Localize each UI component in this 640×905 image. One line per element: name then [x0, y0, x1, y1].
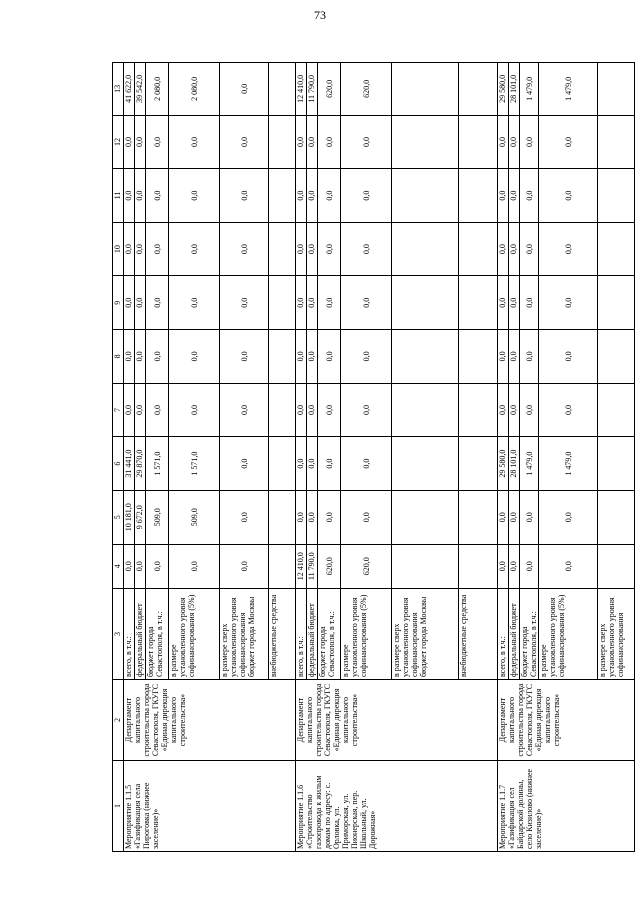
amount-cell: [598, 115, 635, 169]
amount-cell: 0,0: [169, 222, 220, 276]
activity-name-cell: Мероприятие 1.1.7 «Газификация сел Байдарской долины, село Кизилово (нижнее заселение)»: [498, 760, 635, 851]
amount-cell: 0,0: [341, 276, 392, 330]
amount-cell: 509,0: [169, 490, 220, 544]
funding-source-cell: всего, в т.ч.:: [296, 589, 307, 680]
funding-source-cell: всего, в т.ч.:: [124, 589, 135, 680]
amount-cell: 1 479,0: [539, 437, 598, 491]
amount-cell: 0,0: [124, 276, 135, 330]
amount-cell: 0,0: [520, 169, 539, 223]
amount-cell: 12 410,0: [296, 63, 307, 116]
amount-cell: [269, 115, 296, 169]
table-row: [498, 63, 509, 852]
amount-cell: 0,0: [318, 222, 341, 276]
amount-cell: 0,0: [307, 115, 318, 169]
amount-cell: [598, 330, 635, 384]
amount-cell: 0,0: [539, 169, 598, 223]
amount-cell: 0,0: [220, 437, 269, 491]
amount-cell: 0,0: [498, 276, 509, 330]
amount-cell: 0,0: [539, 276, 598, 330]
amount-cell: [459, 437, 498, 491]
amount-cell: 0,0: [124, 115, 135, 169]
header-cell: 9: [113, 276, 124, 330]
amount-cell: 0,0: [307, 383, 318, 437]
amount-cell: [459, 490, 498, 544]
amount-cell: [392, 222, 459, 276]
amount-cell: [269, 276, 296, 330]
header-cell: 6: [113, 437, 124, 491]
amount-cell: [598, 437, 635, 491]
amount-cell: 0,0: [341, 490, 392, 544]
funding-source-cell: бюджет города Севастополя, в т.ч.:: [520, 589, 539, 680]
amount-cell: 0,0: [341, 169, 392, 223]
executor-cell: Департамент капитального строительства города Севастополя, ГКУГС «Единая дирекция капитального строительства»: [498, 680, 635, 761]
amount-cell: [392, 437, 459, 491]
amount-cell: [392, 330, 459, 384]
amount-cell: 1 479,0: [520, 63, 539, 116]
amount-cell: [598, 544, 635, 589]
amount-cell: 1 571,0: [169, 437, 220, 491]
amount-cell: [392, 490, 459, 544]
amount-cell: 0,0: [146, 169, 169, 223]
amount-cell: 0,0: [169, 330, 220, 384]
funding-source-cell: в размере сверх установленного уровня софинансирования бюджет города Москвы: [392, 589, 459, 680]
amount-cell: 0,0: [307, 276, 318, 330]
amount-cell: [459, 544, 498, 589]
amount-cell: 0,0: [341, 330, 392, 384]
amount-cell: 0,0: [498, 169, 509, 223]
amount-cell: 0,0: [169, 544, 220, 589]
amount-cell: 0,0: [509, 115, 520, 169]
header-cell: 10: [113, 222, 124, 276]
amount-cell: [392, 276, 459, 330]
amount-cell: 0,0: [135, 276, 146, 330]
amount-cell: 29 870,0: [135, 437, 146, 491]
amount-cell: 620,0: [341, 544, 392, 589]
amount-cell: 10 181,0: [124, 490, 135, 544]
funding-source-cell: федеральный бюджет: [307, 589, 318, 680]
amount-cell: [392, 115, 459, 169]
amount-cell: [269, 222, 296, 276]
funding-source-cell: в размере установленного уровня софинансирования (5%): [539, 589, 598, 680]
amount-cell: 0,0: [498, 383, 509, 437]
amount-cell: 0,0: [498, 544, 509, 589]
amount-cell: 29 580,0: [498, 63, 509, 116]
amount-cell: 620,0: [318, 544, 341, 589]
header-cell: 5: [113, 490, 124, 544]
amount-cell: 0,0: [135, 330, 146, 384]
amount-cell: [459, 330, 498, 384]
funding-source-cell: в размере установленного уровня софинансирования (5%): [341, 589, 392, 680]
amount-cell: 0,0: [169, 115, 220, 169]
amount-cell: [269, 544, 296, 589]
executor-cell: Департамент капитального строительства города Севастополя, ГКУГС «Единая дирекция капитального строительства»: [296, 680, 498, 761]
amount-cell: 0,0: [146, 222, 169, 276]
amount-cell: [459, 63, 498, 116]
amount-cell: 0,0: [509, 169, 520, 223]
amount-cell: 0,0: [539, 490, 598, 544]
amount-cell: 509,0: [146, 490, 169, 544]
amount-cell: 0,0: [509, 222, 520, 276]
amount-cell: 0,0: [318, 115, 341, 169]
amount-cell: 0,0: [135, 169, 146, 223]
rotated-table-frame: [112, 62, 625, 852]
funding-source-cell: бюджет города Севастополя, в т.ч.:: [146, 589, 169, 680]
header-cell: 4: [113, 544, 124, 589]
amount-cell: 0,0: [124, 169, 135, 223]
funding-source-cell: в размере установленного уровня софинансирования (5%): [169, 589, 220, 680]
amount-cell: 1 479,0: [539, 63, 598, 116]
amount-cell: [598, 169, 635, 223]
table-row: [124, 63, 135, 852]
header-cell: 8: [113, 330, 124, 384]
header-cell: 2: [113, 680, 124, 761]
amount-cell: 1 479,0: [520, 437, 539, 491]
amount-cell: 0,0: [509, 330, 520, 384]
amount-cell: 0,0: [307, 169, 318, 223]
amount-cell: 0,0: [498, 222, 509, 276]
funding-source-cell: внебюджетные средства: [459, 589, 498, 680]
amount-cell: 0,0: [124, 222, 135, 276]
header-cell: 1: [113, 760, 124, 851]
amount-cell: [392, 63, 459, 116]
amount-cell: 0,0: [318, 330, 341, 384]
amount-cell: 11 790,0: [307, 63, 318, 116]
amount-cell: 0,0: [124, 544, 135, 589]
funding-source-cell: в размере сверх установленного уровня софинансирования бюджет города Москвы: [220, 589, 269, 680]
amount-cell: 0,0: [169, 276, 220, 330]
amount-cell: 0,0: [220, 222, 269, 276]
amount-cell: 9 672,0: [135, 490, 146, 544]
amount-cell: 0,0: [539, 383, 598, 437]
amount-cell: 12 410,0: [296, 544, 307, 589]
amount-cell: 0,0: [296, 383, 307, 437]
amount-cell: [269, 490, 296, 544]
amount-cell: 0,0: [318, 437, 341, 491]
amount-cell: 0,0: [220, 383, 269, 437]
amount-cell: [269, 169, 296, 223]
amount-cell: 1 571,0: [146, 437, 169, 491]
amount-cell: 0,0: [296, 222, 307, 276]
amount-cell: 0,0: [520, 383, 539, 437]
amount-cell: 0,0: [296, 330, 307, 384]
amount-cell: 0,0: [539, 330, 598, 384]
amount-cell: 0,0: [341, 115, 392, 169]
amount-cell: 0,0: [539, 544, 598, 589]
table-row: [296, 63, 307, 852]
amount-cell: [459, 222, 498, 276]
amount-cell: [598, 490, 635, 544]
amount-cell: 0,0: [307, 330, 318, 384]
amount-cell: 0,0: [307, 437, 318, 491]
amount-cell: 0,0: [318, 276, 341, 330]
amount-cell: 0,0: [341, 383, 392, 437]
amount-cell: 41 622,0: [124, 63, 135, 116]
amount-cell: [598, 63, 635, 116]
amount-cell: [459, 115, 498, 169]
amount-cell: [392, 169, 459, 223]
funding-source-cell: внебюджетные средства: [269, 589, 296, 680]
amount-cell: 0,0: [520, 115, 539, 169]
amount-cell: 0,0: [520, 276, 539, 330]
amount-cell: 0,0: [509, 383, 520, 437]
amount-cell: [269, 383, 296, 437]
header-cell: 7: [113, 383, 124, 437]
amount-cell: 0,0: [220, 169, 269, 223]
amount-cell: 0,0: [169, 383, 220, 437]
activity-name-cell: Мероприятие 1.1.6 «Строительство газопровода к жилым домам по адресу: с. Орловка, ул. Приморская, ул. Пионерская, пер. Школьный, ул. Дорожная»: [296, 760, 498, 851]
amount-cell: [459, 383, 498, 437]
amount-cell: 0,0: [220, 276, 269, 330]
amount-cell: 2 080,0: [169, 63, 220, 116]
table-body: [113, 63, 635, 852]
amount-cell: 0,0: [146, 544, 169, 589]
header-cell: 11: [113, 169, 124, 223]
funding-source-cell: всего, в т.ч.:: [498, 589, 509, 680]
amount-cell: 28 101,0: [509, 63, 520, 116]
amount-cell: [598, 222, 635, 276]
amount-cell: 620,0: [318, 63, 341, 116]
amount-cell: 0,0: [509, 544, 520, 589]
amount-cell: [598, 276, 635, 330]
amount-cell: 11 790,0: [307, 544, 318, 589]
amount-cell: 0,0: [539, 222, 598, 276]
rotated-table-container: [112, 62, 625, 852]
amount-cell: 39 542,0: [135, 63, 146, 116]
amount-cell: 0,0: [307, 222, 318, 276]
amount-cell: 28 101,0: [509, 437, 520, 491]
header-cell: 13: [113, 63, 124, 116]
amount-cell: 0,0: [520, 330, 539, 384]
amount-cell: 0,0: [509, 490, 520, 544]
amount-cell: 0,0: [135, 222, 146, 276]
amount-cell: [269, 330, 296, 384]
amount-cell: 0,0: [539, 115, 598, 169]
amount-cell: 0,0: [296, 490, 307, 544]
amount-cell: 0,0: [341, 437, 392, 491]
funding-table: [112, 62, 635, 852]
amount-cell: [598, 383, 635, 437]
amount-cell: 29 580,0: [498, 437, 509, 491]
amount-cell: 0,0: [520, 222, 539, 276]
amount-cell: 0,0: [296, 276, 307, 330]
amount-cell: 0,0: [146, 276, 169, 330]
header-cell: 3: [113, 589, 124, 680]
amount-cell: 0,0: [318, 383, 341, 437]
amount-cell: 0,0: [307, 490, 318, 544]
amount-cell: [459, 276, 498, 330]
funding-source-cell: бюджет города Севастополя, в т.ч.:: [318, 589, 341, 680]
amount-cell: 0,0: [135, 115, 146, 169]
amount-cell: [392, 383, 459, 437]
amount-cell: 0,0: [135, 544, 146, 589]
amount-cell: 0,0: [220, 544, 269, 589]
amount-cell: 0,0: [318, 169, 341, 223]
amount-cell: 0,0: [498, 490, 509, 544]
amount-cell: [269, 437, 296, 491]
amount-cell: 0,0: [520, 490, 539, 544]
amount-cell: 0,0: [220, 490, 269, 544]
amount-cell: 0,0: [296, 169, 307, 223]
amount-cell: 31 441,0: [124, 437, 135, 491]
amount-cell: 0,0: [296, 115, 307, 169]
amount-cell: 2 080,0: [146, 63, 169, 116]
amount-cell: 0,0: [498, 115, 509, 169]
funding-source-cell: федеральный бюджет: [509, 589, 520, 680]
amount-cell: 0,0: [124, 383, 135, 437]
funding-source-cell: федеральный бюджет: [135, 589, 146, 680]
amount-cell: 0,0: [146, 383, 169, 437]
page-number: 73: [314, 8, 326, 22]
amount-cell: 0,0: [220, 330, 269, 384]
amount-cell: 0,0: [341, 222, 392, 276]
amount-cell: 0,0: [169, 169, 220, 223]
amount-cell: 0,0: [220, 63, 269, 116]
amount-cell: 0,0: [296, 437, 307, 491]
amount-cell: 0,0: [124, 330, 135, 384]
amount-cell: 0,0: [509, 276, 520, 330]
amount-cell: [392, 544, 459, 589]
header-cell: 12: [113, 115, 124, 169]
header-row: [113, 63, 124, 852]
amount-cell: 0,0: [498, 330, 509, 384]
amount-cell: 0,0: [520, 544, 539, 589]
executor-cell: Департамент капитального строительства города Севастополя, ГКУГС «Единая дирекция капитального строительства»: [124, 680, 296, 761]
amount-cell: [269, 63, 296, 116]
amount-cell: 0,0: [135, 383, 146, 437]
funding-source-cell: в размере сверх установленного уровня софинансирования: [598, 589, 635, 680]
amount-cell: [459, 169, 498, 223]
amount-cell: 0,0: [146, 330, 169, 384]
activity-name-cell: Мероприятие 1.1.5 «Газификация села Пироговка (нижнее заселение)»: [124, 760, 296, 851]
amount-cell: 620,0: [341, 63, 392, 116]
amount-cell: 0,0: [220, 115, 269, 169]
amount-cell: 0,0: [146, 115, 169, 169]
amount-cell: 0,0: [318, 490, 341, 544]
